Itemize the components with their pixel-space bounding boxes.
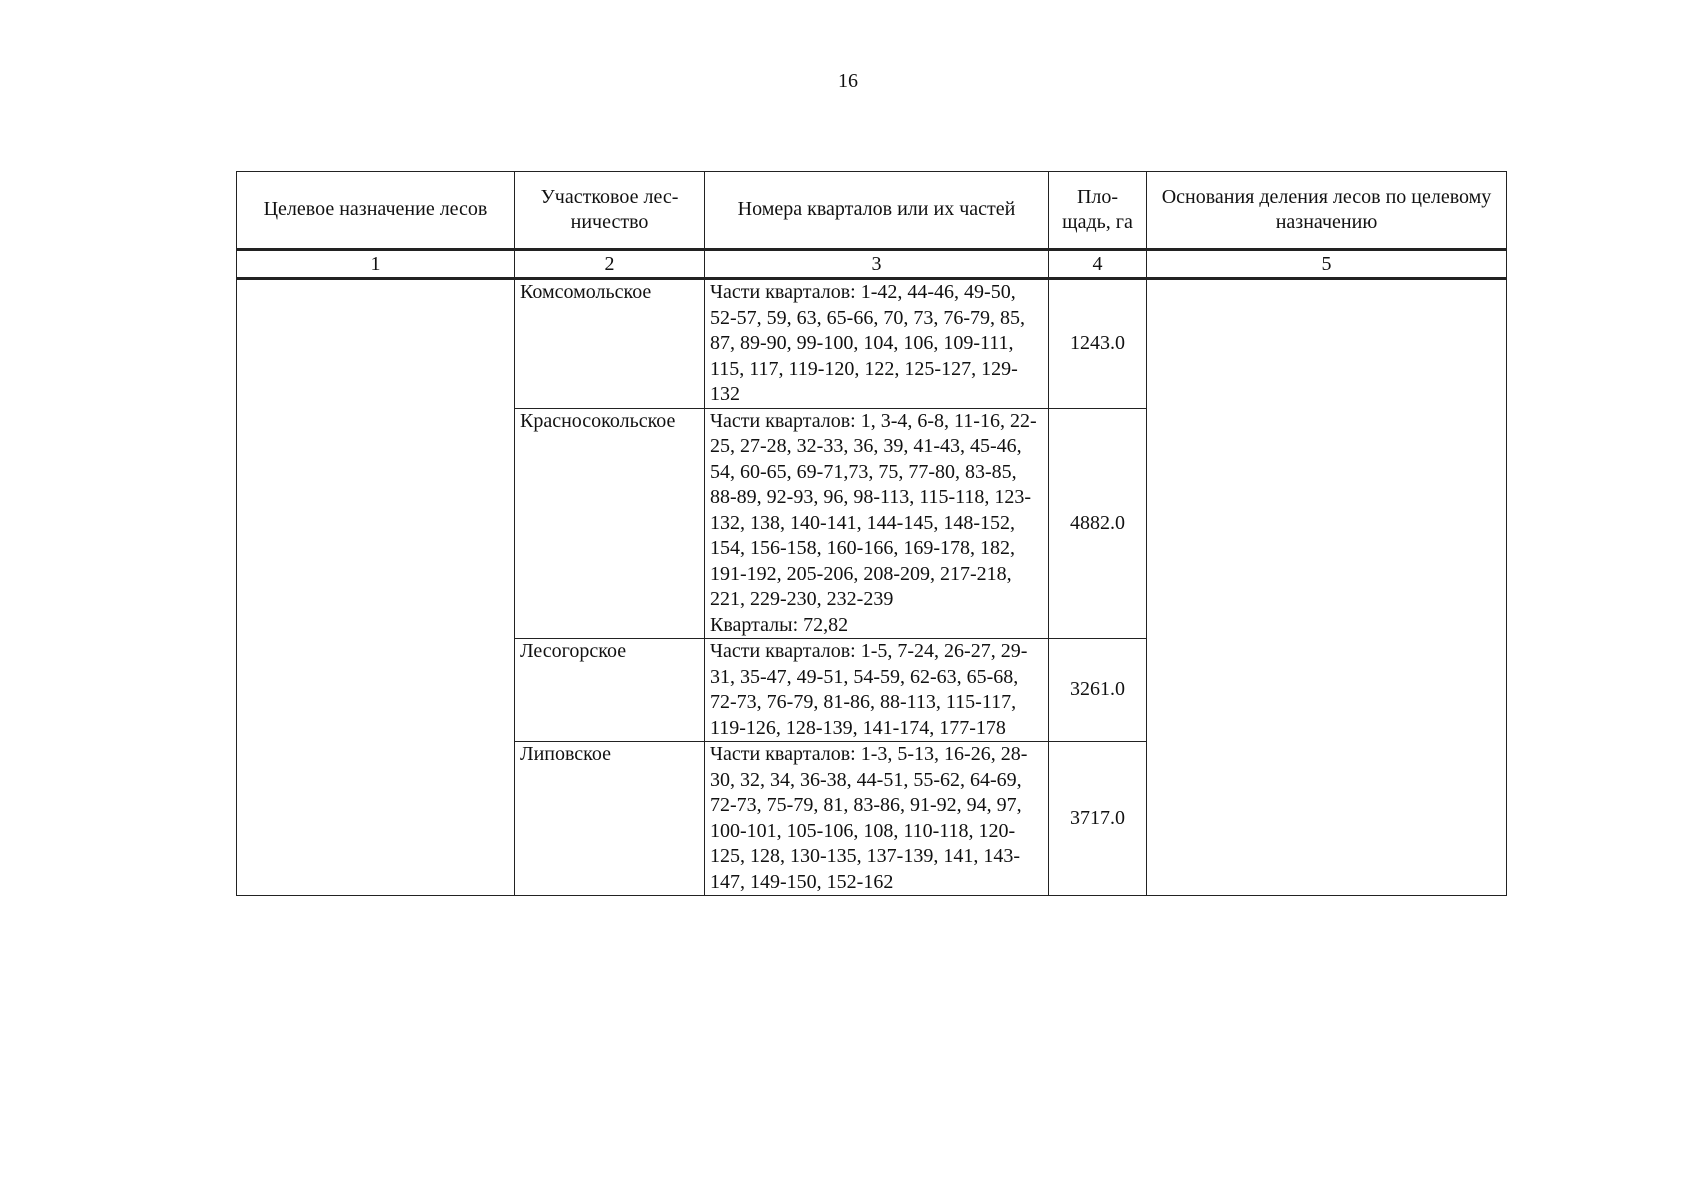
area-cell: 1243.0 — [1049, 279, 1147, 409]
column-number: 3 — [705, 250, 1049, 279]
forest-purpose-table — [236, 171, 1507, 896]
header-basis: Основания деления лесов по целевому назначению — [1147, 172, 1507, 250]
quarters-extra-text: Кварталы: 72,82 — [710, 613, 849, 636]
quarters-cell — [705, 408, 1049, 639]
page-number: 16 — [838, 70, 858, 92]
area-cell: 4882.0 — [1049, 408, 1147, 639]
area-cell: 3717.0 — [1049, 742, 1147, 896]
quarters-cell: Части кварталов: 1-42, 44-46, 49-50, 52-57, 59, 63, 65-66, 70, 73, 76-79, 85, 87, 89-90, 99-100, 104, 106, 109-111, 115, 117, 119-120, 122, 125-127, 129-132 — [705, 279, 1049, 409]
district-cell: Лесогорское — [515, 639, 705, 742]
quarters-cell: Части кварталов: 1-5, 7-24, 26-27, 29-31, 35-47, 49-51, 54-59, 62-63, 65-68, 72-73, 76-79, 81-86, 88-113, 115-117, 119-126, 128-139, 141-174, 177-178 — [705, 639, 1049, 742]
header-purpose: Целевое назначение лесов — [237, 172, 515, 250]
district-cell: Красносокольское — [515, 408, 705, 639]
column-number-row — [237, 250, 1507, 279]
purpose-cell — [237, 279, 515, 896]
column-number: 5 — [1147, 250, 1507, 279]
area-cell: 3261.0 — [1049, 639, 1147, 742]
column-number: 1 — [237, 250, 515, 279]
header-district: Участковое лес-ничество — [515, 172, 705, 250]
quarters-cell: Части кварталов: 1-3, 5-13, 16-26, 28-30, 32, 34, 36-38, 44-51, 55-62, 64-69, 72-73, 75-79, 81, 83-86, 91-92, 94, 97, 100-101, 105-106, 108, 110-118, 120-125, 128, 130-135, 137-139, 141, 143-147, 149-150, 152-162 — [705, 742, 1049, 896]
header-quarters: Номера кварталов или их частей — [705, 172, 1049, 250]
district-cell: Комсомольское — [515, 279, 705, 409]
district-cell: Липовское — [515, 742, 705, 896]
column-number: 2 — [515, 250, 705, 279]
quarters-text: Части кварталов: 1, 3-4, 6-8, 11-16, 22-25, 27-28, 32-33, 36, 39, 41-43, 45-46, 54, 60-65, 69-71,73, 75, 77-80, 83-85, 88-89, 92-93, 96, 98-113, 115-118, 123-132, 138, 140-141, 144-145, 148-152, 154, 156-158, 160-166, 169-178, 182, 191-192, 205-206, 208-209, 217-218, 221, 229-230, 232-239 — [710, 409, 1037, 610]
table-row — [237, 279, 1507, 409]
header-row — [237, 172, 1507, 250]
header-area: Пло-щадь, га — [1049, 172, 1147, 250]
column-number: 4 — [1049, 250, 1147, 279]
basis-cell — [1147, 279, 1507, 896]
